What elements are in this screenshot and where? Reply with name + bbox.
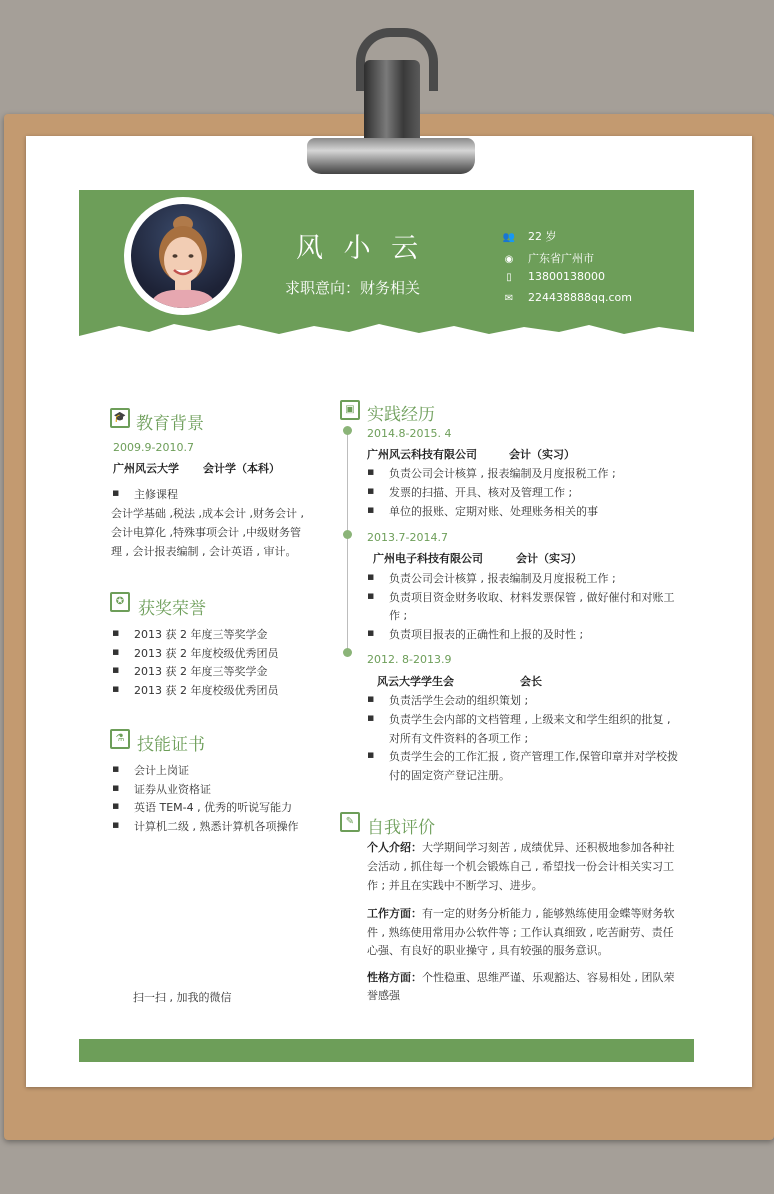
contact-phone-text: 13800138000 — [528, 270, 605, 283]
job-role: 会长 — [520, 675, 542, 688]
job-company: 广州电子科技有限公司 — [373, 552, 483, 565]
skill-item: ▪ 证券从业资格证 — [134, 781, 211, 797]
self-eval-line: 个性稳重、思维严谨、乐观豁达、容易相处 , 团队荣 — [422, 971, 675, 984]
award-item: ▪ 2013 获 2 年度校级优秀团员 — [134, 645, 278, 661]
flask-icon: ⚗ — [110, 729, 130, 749]
award-item: ▪ 2013 获 2 年度三等奖学金 — [134, 626, 267, 642]
contact-email-text: 224438888qq.com — [528, 291, 632, 304]
self-eval-line: 大学期间学习刻苦 , 成绩优异、还积极地参加各种社 — [422, 841, 675, 854]
self-eval-personality — [367, 969, 675, 985]
contact-age-text: 22 岁 — [528, 230, 557, 243]
timeline-line — [347, 431, 348, 656]
skill-item: ▪ 会计上岗证 — [134, 762, 189, 778]
timeline-dot — [343, 426, 352, 435]
candidate-name: 风 小 云 — [296, 233, 425, 264]
self-eval-work — [367, 905, 675, 921]
avatar — [127, 200, 239, 312]
education-school: 广州风云大学 — [113, 462, 179, 475]
self-eval-line: 件 , 熟练使用常用办公软件等 ; 工作认真细致 , 吃苦耐劳、责任 — [367, 926, 674, 939]
self-eval-label: 工作方面： — [367, 907, 422, 920]
award-item: ▪ 2013 获 2 年度校级优秀团员 — [134, 682, 278, 698]
portrait-image — [131, 204, 235, 308]
job-duty-cont: 对所有文件资料的各项工作 ; — [389, 732, 529, 745]
self-eval-title: 自我评价 — [367, 818, 435, 838]
qr-caption: 扫一扫 , 加我的微信 — [133, 991, 232, 1004]
self-eval-line: 会活动 , 抓住每一个机会锻炼自己 , 希望找一份会计相关实习工 — [367, 860, 674, 873]
self-eval-label: 性格方面： — [367, 971, 422, 984]
timeline-dot — [343, 530, 352, 539]
self-eval-line: 有一定的财务分析能力 , 能够熟练使用金蝶等财务软 — [422, 907, 675, 920]
footer-banner — [79, 1039, 694, 1062]
person-icon: 👥 — [502, 232, 516, 243]
job-duty: ▪ 负责学生会的工作汇报 , 资产管理工作,保管印章并对学校拨 — [389, 748, 678, 764]
education-period: 2009.9-2010.7 — [113, 441, 194, 454]
job-duty-cont: 作 ; — [389, 609, 408, 622]
job-duty: ▪ 负责学生会内部的文档管理 , 上级来文和学生组织的批复 , — [389, 711, 670, 727]
education-major: 会计学（本科） — [203, 462, 280, 475]
job-company: 广州风云科技有限公司 — [367, 448, 477, 461]
job-duty: ▪ 发票的扫描、开具、核对及管理工作 ; — [389, 484, 572, 500]
job-duty: ▪ 单位的报账、定期对账、处理账务相关的事 — [389, 503, 598, 519]
skills-title: 技能证书 — [137, 735, 205, 755]
contact-location-text: 广东省广州市 — [528, 252, 594, 265]
clip-base-icon — [307, 138, 475, 174]
education-course-title: ▪ 主修课程 — [134, 486, 178, 502]
self-eval-line: 心强、有良好的职业操守 , 具有较强的服务意识。 — [367, 944, 609, 957]
self-eval-intro — [367, 839, 675, 855]
education-course-line: 会计学基础 ,税法 ,成本会计 ,财务会计 , — [111, 507, 304, 520]
job-duty: ▪ 负责活学生会动的组织策划 ; — [389, 692, 528, 708]
self-eval-line: 誉感强 — [367, 989, 400, 1002]
job-duty: ▪ 负责项目报表的正确性和上报的及时性 ; — [389, 626, 583, 642]
skill-item: ▪ 英语 TEM-4 , 优秀的听说写能力 — [134, 799, 292, 815]
job-duty-cont: 付的固定资产登记注册。 — [389, 769, 510, 782]
header-torn-edge — [79, 322, 694, 340]
skill-item: ▪ 计算机二级 , 熟悉计算机各项操作 — [134, 818, 299, 834]
job-period: 2014.8-2015. 4 — [367, 427, 452, 440]
job-role: 会计（实习） — [509, 448, 575, 461]
job-period: 2013.7-2014.7 — [367, 531, 448, 544]
contact-age — [502, 228, 557, 244]
briefcase-icon: ▣ — [340, 400, 360, 420]
education-course-line: 理 , 会计报表编制 , 会计英语 , 审计。 — [111, 545, 297, 558]
phone-icon: ▯ — [506, 272, 512, 283]
location-icon: ◉ — [504, 254, 514, 265]
self-eval-label: 个人介绍： — [367, 841, 422, 854]
contact-phone — [502, 270, 605, 283]
award-item: ▪ 2013 获 2 年度三等奖学金 — [134, 663, 267, 679]
awards-title: 获奖荣誉 — [138, 599, 206, 619]
experience-title: 实践经历 — [367, 405, 435, 425]
graduation-cap-icon: 🎓 — [110, 408, 130, 428]
job-duty: ▪ 负责公司会计核算 , 报表编制及月度报税工作 ; — [389, 570, 616, 586]
job-company: 风云大学学生会 — [377, 675, 454, 688]
contact-email — [502, 291, 632, 304]
job-period: 2012. 8-2013.9 — [367, 653, 452, 666]
self-eval-line: 作 ; 并且在实践中不断学习、进步。 — [367, 879, 543, 892]
job-duty: ▪ 负责项目资金财务收取、材料发票保管 , 做好催付和对账工 — [389, 589, 675, 605]
education-title: 教育背景 — [136, 414, 204, 434]
mail-icon: ✉ — [504, 293, 514, 304]
education-course-line: 会计电算化 ,特殊事项会计 ,中级财务管 — [111, 526, 301, 539]
contact-location — [502, 250, 594, 266]
job-role: 会计（实习） — [516, 552, 582, 565]
clip-body-icon — [364, 60, 420, 146]
edit-icon: ✎ — [340, 812, 360, 832]
timeline-dot — [343, 648, 352, 657]
medal-icon: ✪ — [110, 592, 130, 612]
job-duty: ▪ 负责公司会计核算 , 报表编制及月度报税工作 ; — [389, 465, 616, 481]
job-intent: 求职意向：财务相关 — [285, 279, 421, 297]
